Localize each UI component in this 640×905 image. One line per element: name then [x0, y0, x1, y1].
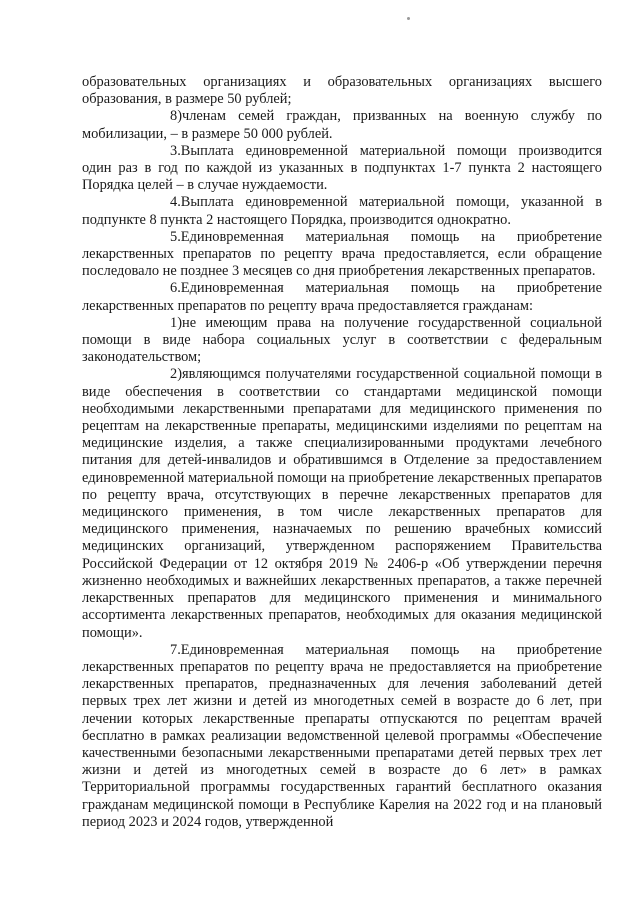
- paragraph-number: 3.: [170, 142, 181, 159]
- paragraph: [82, 229, 602, 281]
- paragraph-number: 4.: [170, 194, 181, 211]
- paragraph-number: 6.: [170, 280, 181, 297]
- paragraph: [82, 74, 602, 108]
- paragraph-number: 7.: [170, 641, 181, 658]
- paragraph: [82, 642, 602, 831]
- paragraph-text: Единовременная материальная помощь на приобретение лекарственных препаратов по рецепту врача не предоставляется на приобретение лекарственных препаратов, предназначенных для лечения заболеваний детей первых трех лет жизни и детей из многодетных семей в возрасте до 6 лет, при лечении которых лекарственные препараты отпускаются по рецептам врачей бесплатно в рамках реализации ведомственной целевой программы «Обеспечение качественными безопасными лекарственными препаратами детей первых трех лет жизни и детей из многодетных семей в возрасте до 6 лет» в рамках Территориальной программы государственных гарантий бесплатного оказания гражданам медицинской помощи в Республике Карелия на 2022 год и на плановый период 2023 и 2024 годов, утвержденной: [82, 641, 602, 830]
- paragraph-text: не имеющим права на получение государственной социальной помощи в виде набора социальных услуг в соответствии с федеральным законодательством;: [82, 314, 602, 366]
- paragraph-number: 8): [170, 108, 182, 125]
- paragraph-number: 2): [170, 366, 182, 383]
- paragraph-text: членам семей граждан, призванных на военную службу по мобилизации, – в размере 50 000 рублей.: [82, 108, 602, 142]
- paragraph: [82, 108, 602, 142]
- paragraph-text: Единовременная материальная помощь на приобретение лекарственных препаратов по рецепту врача предоставляется гражданам:: [82, 280, 602, 314]
- paragraph: [82, 194, 602, 228]
- paragraph: [82, 366, 602, 641]
- paragraph: [82, 143, 602, 195]
- paragraph: [82, 280, 602, 314]
- paragraph: [82, 315, 602, 367]
- scan-dot: [407, 17, 410, 20]
- document-body: [82, 74, 602, 831]
- paragraph-number: 5.: [170, 228, 181, 245]
- paragraph-text: Единовременная материальная помощь на приобретение лекарственных препаратов по рецепту врача предоставляется, если обращение последовало не позднее 3 месяцев со дня приобретения лекарственных препаратов.: [82, 228, 602, 280]
- paragraph-number: 1): [170, 314, 182, 331]
- paragraph-text: являющимся получателями государственной социальной помощи в виде обеспечения в соответствии со стандартами медицинской помощи необходимыми лекарственными препаратами для медицинского применения по рецептам на лекарственные препараты, медицинскими изделиями по рецептам на медицинские изделия, а также специализированными продуктами лечебного питания для детей-инвалидов и обратившимся в Отделение за предоставлением единовременной материальной помощи на приобретение лекарственных препаратов по рецепту врача, отсутствующих в перечне лекарственных препаратов для медицинского применения, в том числе лекарственных препаратов для медицинского применения, назначаемых по решению врачебных комиссий медицинских организаций, утвержденном распоряжением Правительства Российской Федерации от 12 октября 2019 № 2406-р «Об утверждении перечня жизненно необходимых и важнейших лекарственных препаратов, а также перечней лекарственных препаратов для медицинского применения и минимального ассортимента лекарственных препаратов, необходимых для оказания медицинской помощи».: [82, 366, 602, 641]
- paragraph-text: Выплата единовременной материальной помощи, указанной в подпункте 8 пункта 2 настоящего Порядка, производится однократно.: [82, 194, 602, 228]
- paragraph-text: Выплата единовременной материальной помощи производится один раз в год по каждой из указанных в подпунктах 1-7 пункта 2 настоящего Порядка целей – в случае нуждаемости.: [82, 142, 602, 194]
- paragraph-text: образовательных организациях и образовательных организациях высшего образования, в размере 50 рублей;: [82, 74, 602, 108]
